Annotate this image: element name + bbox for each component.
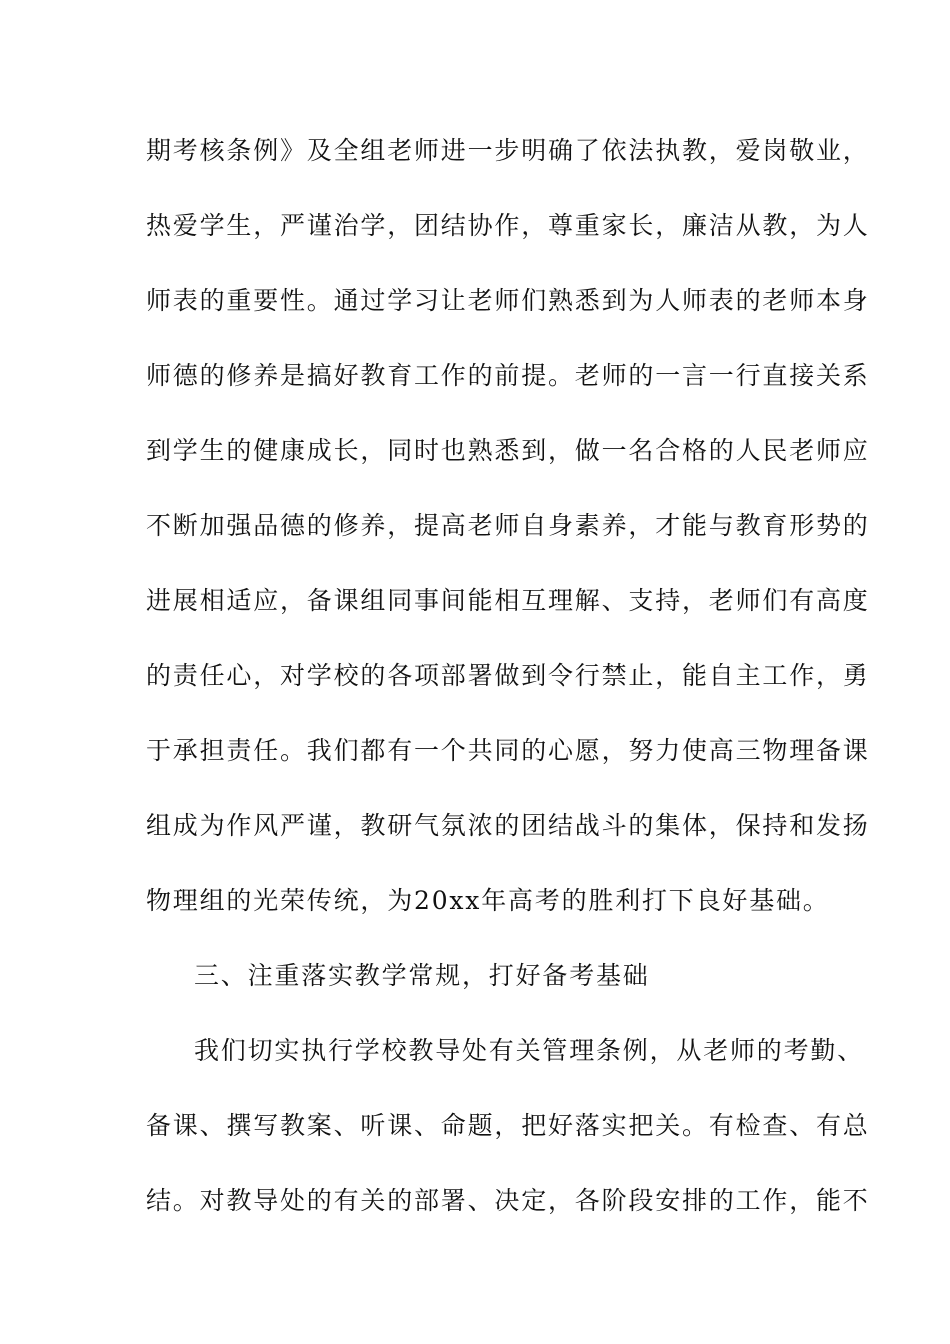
paragraph-line: 结。对教导处的有关的部署、决定，各阶段安排的工作，能不 — [146, 1186, 870, 1215]
paragraph-line: 组成为作风严谨，教研气氛浓的团结战斗的集体，保持和发扬 — [146, 811, 870, 840]
paragraph-line: 热爱学生，严谨治学，团结协作，尊重家长，廉洁从教，为人 — [146, 211, 870, 240]
paragraph-line: 物理组的光荣传统，为20xx年高考的胜利打下良好基础。 — [146, 886, 830, 915]
paragraph-line: 进展相适应，备课组同事间能相互理解、支持，老师们有高度 — [146, 586, 870, 615]
section-heading: 三、注重落实教学常规，打好备考基础 — [194, 961, 650, 990]
paragraph-line: 师表的重要性。通过学习让老师们熟悉到为人师表的老师本身 — [146, 286, 870, 315]
paragraph-line: 我们切实执行学校教导处有关管理条例，从老师的考勤、 — [194, 1036, 865, 1065]
paragraph-line: 期考核条例》及全组老师进一步明确了依法执教，爱岗敬业， — [146, 136, 870, 165]
paragraph-line: 师德的修养是搞好教育工作的前提。老师的一言一行直接关系 — [146, 361, 870, 390]
paragraph-line: 的责任心，对学校的各项部署做到令行禁止，能自主工作，勇 — [146, 661, 870, 690]
paragraph-line: 于承担责任。我们都有一个共同的心愿，努力使高三物理备课 — [146, 736, 870, 765]
paragraph-line: 备课、撰写教案、听课、命题，把好落实把关。有检查、有总 — [146, 1111, 870, 1140]
paragraph-line: 到学生的健康成长，同时也熟悉到，做一名合格的人民老师应 — [146, 436, 870, 465]
paragraph-line: 不断加强品德的修养，提高老师自身素养，才能与教育形势的 — [146, 511, 870, 540]
